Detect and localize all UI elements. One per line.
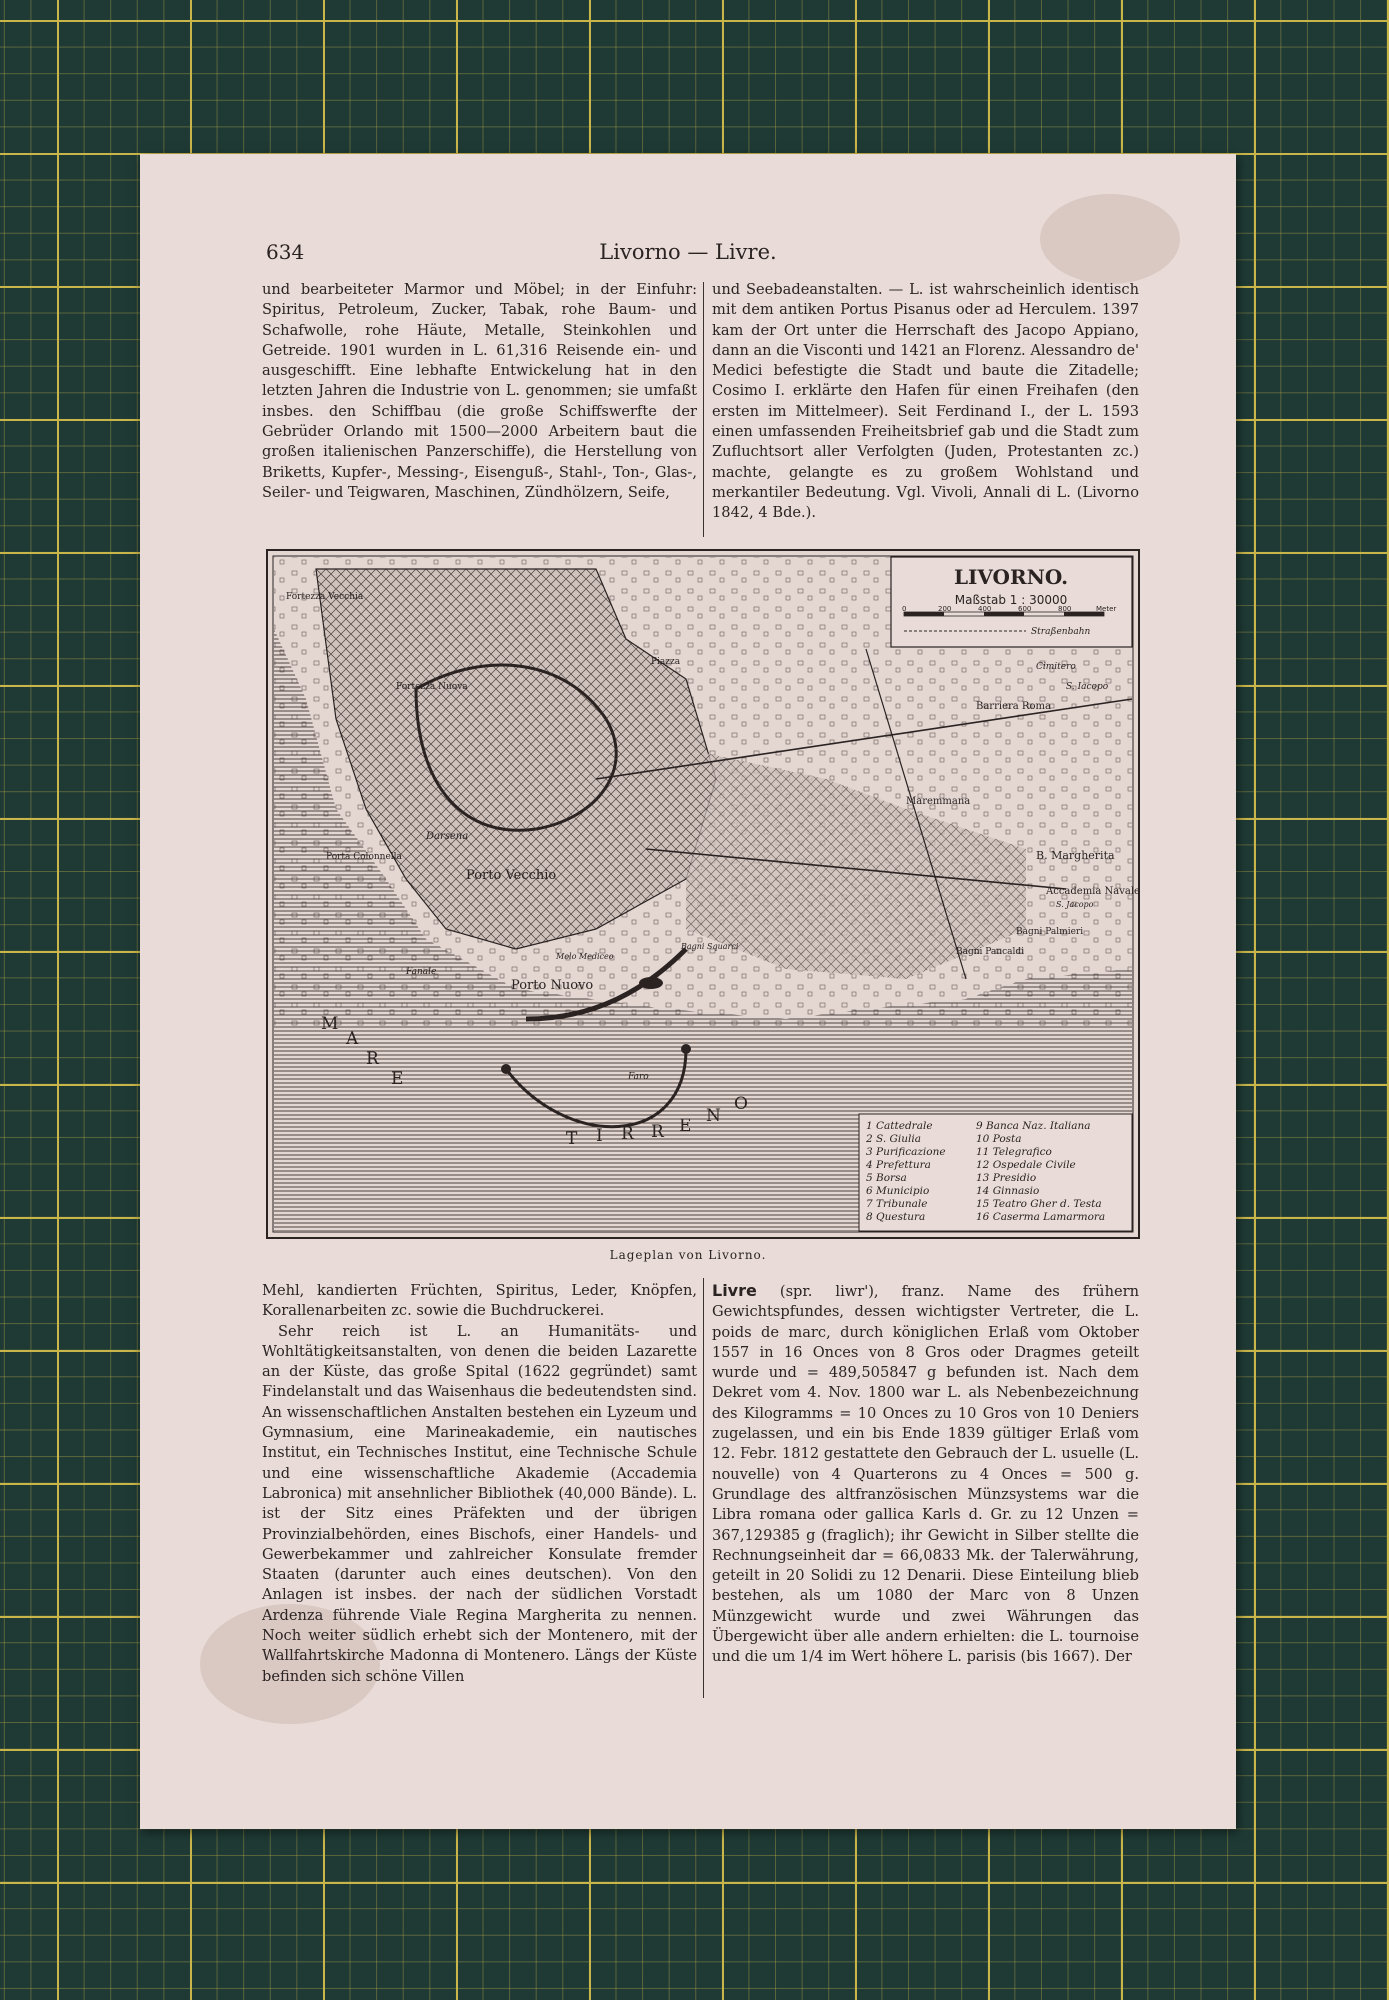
legend-item: 1 Cattedrale [866,1120,933,1132]
map-label: Porto Vecchio [466,868,557,883]
sea-letter: R [621,1124,634,1144]
sea-letter: E [391,1069,404,1089]
paragraph: und bearbeiteter Marmor und Möbel; in der Einfuhr: Spiritus, Petroleum, Zucker, Tabak, rohe Baum- und Schafwolle, rohe Häute, Metalle, Steinkohlen und Getreide. 1901 wurden in L. 61,316 Reisende ein- und ausgeschifft. Eine lebhafte Entwickelung hat in den letzten Jahren die Industrie von L. genommen; sie umfaßt insbes. den Schiffbau (die große Schiffswerfte der Gebrüder Orlando mit 1500—2000 Arbeitern baut die großen italienischen Panzerschiffe), die Herstellung von Briketts, Kupfer-, Messing-, Eisenguß-, Stahl-, Ton-, Glas-, Seiler- und Teigwaren, Maschinen, Zündhölzern, Seife, [262,281,697,501]
map-scale: Maßstab 1 : 30000 [954,593,1068,607]
entry-text: (spr. liwr'), franz. Name des frühern Gewichtspfundes, dessen wichtigster Vertreter, die L. poids de marc, durch königlichen Erlaß vom Oktober 1557 in 16 Onces von 8 Gros oder Dragmes geteilt wurde und = 489,505847 g befunden ist. Nach dem Dekret vom 4. Nov. 1800 war L. als Nebenbezeichnung des Kilogramms = 10 Onces zu 10 Gros von 10 Deniers zugelassen, und ein bis Ende 1839 gültiger Erlaß vom 12. Febr. 1812 gestattete den Gebrauch der L. usuelle (L. nouvelle) von 4 Quarterons zu 4 Onces = 500 g. Grundlage des altfranzösischen Münzsystems war die Libra romana oder gallica Karls d. Gr. zu 12 Unzen = 367,129385 g (fraglich); ihr Gewicht in Silber stellte die Rechnungseinheit dar = 66,0833 Mk. der Talerwährung, geteilt in 20 Solidi zu 12 Denarii. Diese Einteilung blieb bestehen, als um 1080 der Marc von 8 Unzen Münzgewicht wurde und zwei Währungen das Übergewicht über alle andern erhielten: die L. tournoise und die um 1/4 im Wert höhere L. parisis (bis 1667). Der [712,1283,1139,1666]
sea-letter: T [566,1129,578,1149]
map-label: Molo Mediceo [556,952,614,961]
book-page [140,154,1236,1829]
legend-item: 4 Prefettura [866,1159,931,1171]
sea-letter: R [651,1122,664,1142]
page-number: 634 [266,240,305,264]
map-label: Fortezza Vecchia [286,592,364,602]
scale-tick: Meter [1096,605,1117,613]
tram-label: Straßenbahn [1031,627,1091,637]
paragraph: Mehl, kandierten Früchten, Spiritus, Leder, Knöpfen, Korallenarbeiten zc. sowie die Buchdruckerei. [262,1282,697,1320]
legend-item: 2 S. Giulia [866,1133,921,1145]
map-label: Faro [628,1072,649,1082]
map-label: Cimitero [1036,662,1076,672]
sea-letter: M [321,1014,339,1034]
map-title-box [891,557,1132,647]
text-column-bottom-left [262,1281,697,1687]
sea-letter: R [366,1049,379,1069]
entry-term: Livre [712,1281,757,1300]
paragraph: und Seebadeanstalten. — L. ist wahrscheinlich identisch mit dem antiken Portus Pisanus oder ad Herculem. 1397 kam der Ort unter die Herrschaft des Jacopo Appiano, dann an die Visconti und 1421 an Florenz. Alessandro de' Medici befestigte die Stadt und baute die Zitadelle; Cosimo I. erklärte den Hafen für einen Freihafen (den ersten im Mittelmeer). Seit Ferdinand I., der L. 1593 einen umfassenden Freiheitsbrief gab und die Stadt zum Zufluchtsort aller Verfolgten (Juden, Protestanten zc.) machte, gelangte es zu großem Wohlstand und merkantiler Bedeutung. Vgl. Vivoli, Annali di L. (Livorno 1842, 4 Bde.). [712,281,1139,522]
map-label: Piazza [651,657,681,667]
lighthouse-marker [501,1064,511,1074]
legend-item: 16 Caserma Lamarmora [976,1211,1106,1223]
sea-letter: A [346,1029,359,1049]
scale-tick: 400 [978,605,992,613]
map-label: Fanale [406,967,437,977]
page-header [266,240,1110,270]
page-title: Livorno — Livre. [599,240,777,264]
legend-item: 14 Ginnasio [976,1185,1040,1197]
map-label: Fortezza Nuova [396,682,468,692]
map-label: Maremmana [906,796,971,807]
map-label: Bagni Squarci [681,942,739,951]
sea-letter: O [734,1094,748,1114]
map-label: S. Jacopo [1056,900,1094,909]
text-column-top-right [712,280,1139,524]
sea-letter: I [596,1126,603,1146]
scale-tick: 600 [1018,605,1032,613]
paragraph [712,1281,1139,1668]
scale-tick: 800 [1058,605,1072,613]
legend-item: 13 Presidio [976,1172,1037,1184]
column-divider [703,282,704,537]
map-label: Porta Colonnella [326,852,402,862]
paragraph: Sehr reich ist L. an Humanitäts- und Wohltätigkeitsanstalten, von denen die beiden Lazarette an der Küste, das große Spital (1622 gegründet) samt Findelanstalt und das Waisenhaus die bedeutendsten sind. An wissenschaftlichen Anstalten bestehen ein Lyzeum und Gymnasium, eine Marineakademie, ein nautisches Institut, ein Technisches Institut, eine Technische Schule und eine wissenschaftliche Akademie (Accademia Labronica) mit ansehnlicher Bibliothek (40,000 Bände). L. ist der Sitz eines Präfekten und der übrigen Provinzialbehörden, eines Bischofs, einer Handels- und Gewerbekammer und zahlreicher Konsulate fremder Staaten (darunter auch eines deutschen). Von den Anlagen ist insbes. der nach der südlichen Vorstadt Ardenza führende Viale Regina Margherita zu nennen. Noch weiter südlich erhebt sich der Montenero, mit der Wallfahrtskirche Madonna di Montenero. Längs der Küste befinden sich schöne Villen [262,1322,697,1685]
legend-item: 15 Teatro Gher d. Testa [976,1198,1102,1210]
map-title: LIVORNO. [953,565,1069,589]
legend-item: 5 Borsa [866,1172,907,1184]
legend-item: 8 Questura [866,1211,926,1223]
livorno-map [266,549,1140,1239]
map-label: S. Iacopo [1066,682,1109,692]
map-label: B. Margherita [1036,849,1115,862]
legend-item: 7 Tribunale [866,1198,928,1210]
text-column-bottom-right [712,1281,1139,1668]
scale-tick: 0 [902,605,907,613]
map-label: Barriera Roma [976,701,1051,712]
age-stain [1040,194,1180,284]
scale-tick: 200 [938,605,952,613]
column-divider [703,1278,704,1698]
legend-item: 12 Ospedale Civile [976,1159,1076,1171]
legend-item: 11 Telegrafico [976,1146,1052,1158]
map-label: Porto Nuovo [511,978,594,993]
sea-letter: E [679,1116,692,1136]
sea-letter: N [706,1106,721,1126]
map-caption: Lageplan von Livorno. [609,1248,767,1262]
map-label: Bagni Palmieri [1016,927,1084,937]
map-legend [859,1114,1132,1231]
legend-item: 3 Purificazione [866,1146,946,1158]
map-label: Bagni Pancaldi [956,947,1025,957]
map-label: Accademia Navale [1046,886,1140,897]
legend-item: 9 Banca Naz. Italiana [976,1120,1091,1132]
map-label: Darsena [426,831,469,842]
text-column-top-left [262,280,697,503]
island-marker [639,977,663,989]
legend-item: 6 Municipio [866,1185,930,1197]
lighthouse-marker [681,1044,691,1054]
legend-item: 10 Posta [976,1133,1022,1145]
